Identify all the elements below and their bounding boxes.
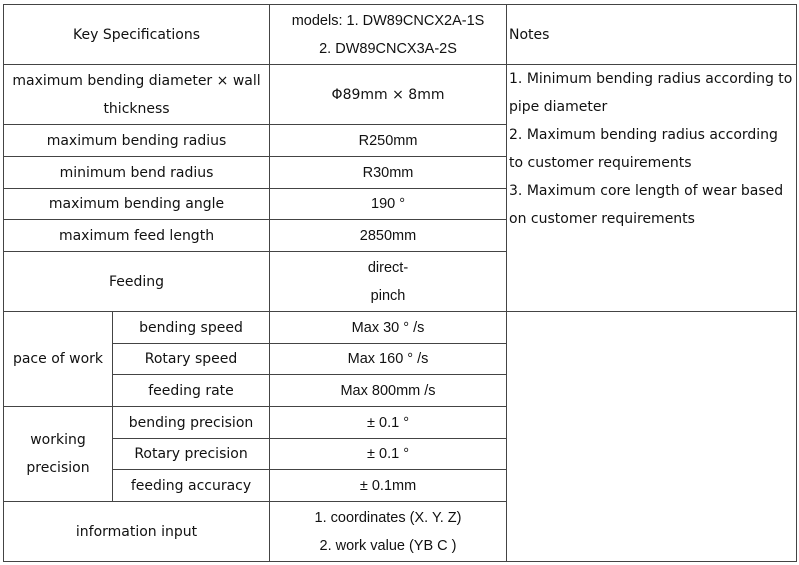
pace-item-label: bending speed xyxy=(113,312,270,344)
precision-group-line-1: working xyxy=(30,432,86,448)
angle-label: maximum bending angle xyxy=(4,189,270,220)
info-input-line-2: 2. work value (YB C ) xyxy=(319,537,457,554)
pace-item-value: Max 30 ° /s xyxy=(270,312,507,344)
table-row xyxy=(4,65,797,125)
feeding-value xyxy=(270,252,507,312)
notes-empty-cell xyxy=(507,312,797,562)
precision-item-label: bending precision xyxy=(113,407,270,439)
note-1: 1. Minimum bending radius according to pipe diameter xyxy=(509,71,793,115)
info-input-line-1: 1. coordinates (X. Y. Z) xyxy=(314,509,462,526)
pace-item-value: Max 800mm /s xyxy=(270,375,507,407)
note-2: 2. Maximum bending radius according to customer requirements xyxy=(509,127,778,171)
header-row xyxy=(4,5,797,65)
min-radius-value: R30mm xyxy=(270,157,507,189)
pace-group-label: pace of work xyxy=(4,312,113,407)
models-line-1: models: 1. DW89CNCX2A-1S xyxy=(291,12,485,29)
key-spec-header: Key Specifications xyxy=(4,5,270,65)
feeding-value-line-2: pinch xyxy=(370,287,406,304)
pace-item-label: feeding rate xyxy=(113,375,270,407)
feeding-value-line-1: direct- xyxy=(367,259,409,276)
precision-item-value: ± 0.1 ° xyxy=(270,439,507,470)
models-line-2: 2. DW89CNCX3A-2S xyxy=(319,40,457,57)
pace-item-label: Rotary speed xyxy=(113,344,270,375)
diameter-label: maximum bending diameter × wall thickness xyxy=(4,65,270,125)
precision-group-line-2: precision xyxy=(26,460,90,476)
precision-item-value: ± 0.1mm xyxy=(270,470,507,502)
precision-item-value: ± 0.1 ° xyxy=(270,407,507,439)
diameter-value: Φ89mm × 8mm xyxy=(270,65,507,125)
min-radius-label: minimum bend radius xyxy=(4,157,270,189)
info-input-label: information input xyxy=(4,502,270,562)
notes-body xyxy=(507,65,797,312)
angle-value: 190 ° xyxy=(270,189,507,220)
table-row xyxy=(4,312,797,344)
info-input-value xyxy=(270,502,507,562)
models-header xyxy=(270,5,507,65)
feed-length-value: 2850mm xyxy=(270,220,507,252)
precision-item-label: Rotary precision xyxy=(113,439,270,470)
spec-table xyxy=(3,4,797,562)
feeding-label: Feeding xyxy=(4,252,270,312)
note-3: 3. Maximum core length of wear based on customer requirements xyxy=(509,183,784,227)
precision-group-label xyxy=(4,407,113,502)
precision-item-label: feeding accuracy xyxy=(113,470,270,502)
max-radius-value: R250mm xyxy=(270,125,507,157)
max-radius-label: maximum bending radius xyxy=(4,125,270,157)
pace-item-value: Max 160 ° /s xyxy=(270,344,507,375)
notes-header: Notes xyxy=(507,5,797,65)
feed-length-label: maximum feed length xyxy=(4,220,270,252)
